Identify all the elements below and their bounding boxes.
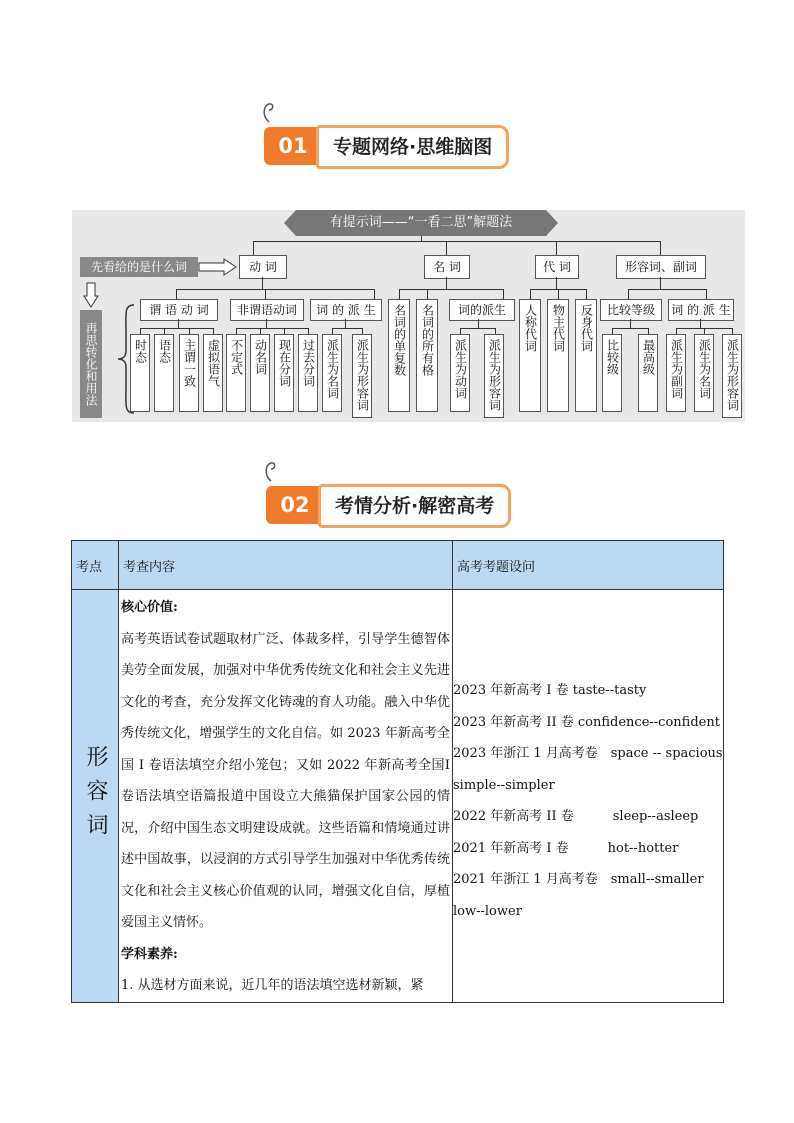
leaf-to-adjective: 派生为形容词: [722, 334, 742, 418]
section-number: 02: [266, 486, 324, 524]
curl-ornament-icon: [260, 100, 278, 124]
category-adj-adv: 形容词、副词: [616, 255, 706, 279]
topic-cell: [72, 590, 119, 1003]
leaf-verb-to-noun: 派生为名词: [322, 334, 342, 412]
literacy-text: 1. 从选材方面来说，近几年的语法填空选材新颖，紧: [121, 978, 424, 993]
leaf-noun-plural: 名词的单复数: [388, 299, 410, 412]
curl-ornament-icon: [262, 459, 280, 483]
sub-verb-derivation: 词 的 派 生: [310, 299, 382, 321]
leaf-noun-to-verb: 派生为动词: [450, 334, 470, 412]
sub-nonpredicate-verb: 非谓语动词: [230, 299, 304, 321]
section-title: 考情分析·解密高考: [318, 484, 511, 528]
exam-item: 2021 年浙江 1 月高考卷 small--smaller: [453, 872, 704, 887]
category-verb: 动 词: [239, 255, 287, 279]
table-header-row: [72, 541, 724, 590]
leaf-to-noun: 派生为名词: [694, 334, 714, 412]
topic-label: 形容词: [83, 745, 108, 847]
exam-item: 2022 年新高考 II 卷 sleep--asleep: [453, 809, 699, 824]
literacy-label: 学科素养:: [121, 946, 178, 962]
leaf-gerund: 动名词: [250, 334, 270, 412]
exam-item: 2023 年浙江 1 月高考卷 space -- spacious: [453, 746, 723, 761]
exam-item: low--lower: [453, 903, 522, 919]
leaf-comparative: 比较级: [602, 334, 622, 412]
arrow-right-icon: [198, 258, 238, 276]
content-cell: [119, 590, 453, 1003]
table-row: [72, 590, 724, 1003]
leaf-reflexive-pronoun: 反身代词: [575, 299, 597, 412]
arrow-down-icon: [83, 282, 99, 308]
sub-adj-derivation: 词 的 派 生: [668, 299, 734, 321]
leaf-past-participle: 过去分词: [298, 334, 318, 412]
leaf-voice: 语态: [154, 334, 174, 412]
mind-map: [72, 210, 745, 422]
core-value-text: 高考英语试卷试题取材广泛、体裁多样，引导学生德智体美劳全面发展，加强对中华优秀传统文化和社会主义先进文化的考查，充分发挥文化铸魂的育人功能。融入中华优秀传统文化，增强学生的文化自信。如 2023 年新高考全国 I 卷语法填空介绍小笼包；又如 2022 年新高考全国I卷语法填空语篇报道中国设立大熊猫保护国家公园的情况，介绍中国生态文明建设成就。这些语篇和情境通过讲述中国故事，以浸润的方式引导学生加强对中华优秀传统文化和社会主义核心价值观的认同，增强文化自信，厚植爱国主义情怀。: [121, 631, 450, 930]
category-pronoun: 代 词: [535, 255, 579, 279]
mindmap-header: 有提示词——“一看二思”解题法: [329, 215, 513, 230]
leaf-possessive-pronoun: 物主代词: [547, 299, 569, 412]
leaf-personal-pronoun: 人称代词: [519, 299, 541, 412]
section-number: 01: [264, 127, 322, 165]
header-exam-questions: 高考考题设问: [453, 541, 724, 590]
section-banner-2: [266, 481, 534, 525]
leaf-noun-possessive: 名词的所有格: [416, 299, 438, 412]
leaf-present-participle: 现在分词: [274, 334, 294, 412]
exam-item: 2021 年新高考 I 卷 hot--hotter: [453, 840, 679, 856]
leaf-verb-to-adj: 派生为形容词: [352, 334, 372, 418]
section-banner-1: [264, 122, 529, 166]
leaf-tense: 时态: [130, 334, 150, 412]
sub-comparison-degree: 比较等级: [600, 299, 662, 321]
header-content: 考查内容: [119, 541, 453, 590]
leaf-noun-to-adj: 派生为形容词: [484, 334, 504, 418]
leaf-agreement: 主谓一致: [179, 334, 199, 412]
sub-predicate-verb: 谓 语 动 词: [140, 299, 218, 321]
step-think: 再思转化和用法: [80, 310, 102, 418]
exam-analysis-table: [71, 540, 724, 1003]
header-topic: 考点: [72, 541, 119, 590]
leaf-infinitive: 不定式: [226, 334, 246, 412]
category-noun: 名 词: [424, 255, 470, 279]
leaf-subjunctive: 虚拟语气: [203, 334, 223, 412]
exam-item: 2023 年新高考 II 卷 confidence--confident: [453, 714, 720, 730]
exam-cell: [453, 590, 724, 1003]
core-value-label: 核心价值:: [121, 600, 178, 615]
sub-noun-derivation: 词的派生: [449, 299, 515, 321]
leaf-to-adverb: 派生为副词: [666, 334, 686, 412]
leaf-superlative: 最高级: [638, 334, 658, 412]
step-look: 先看给的是什么词: [80, 257, 198, 277]
section-title: 专题网络·思维脑图: [316, 125, 509, 169]
exam-item: 2023 年新高考 I 卷 taste--tasty: [453, 683, 647, 698]
exam-item: simple--simpler: [453, 777, 555, 793]
